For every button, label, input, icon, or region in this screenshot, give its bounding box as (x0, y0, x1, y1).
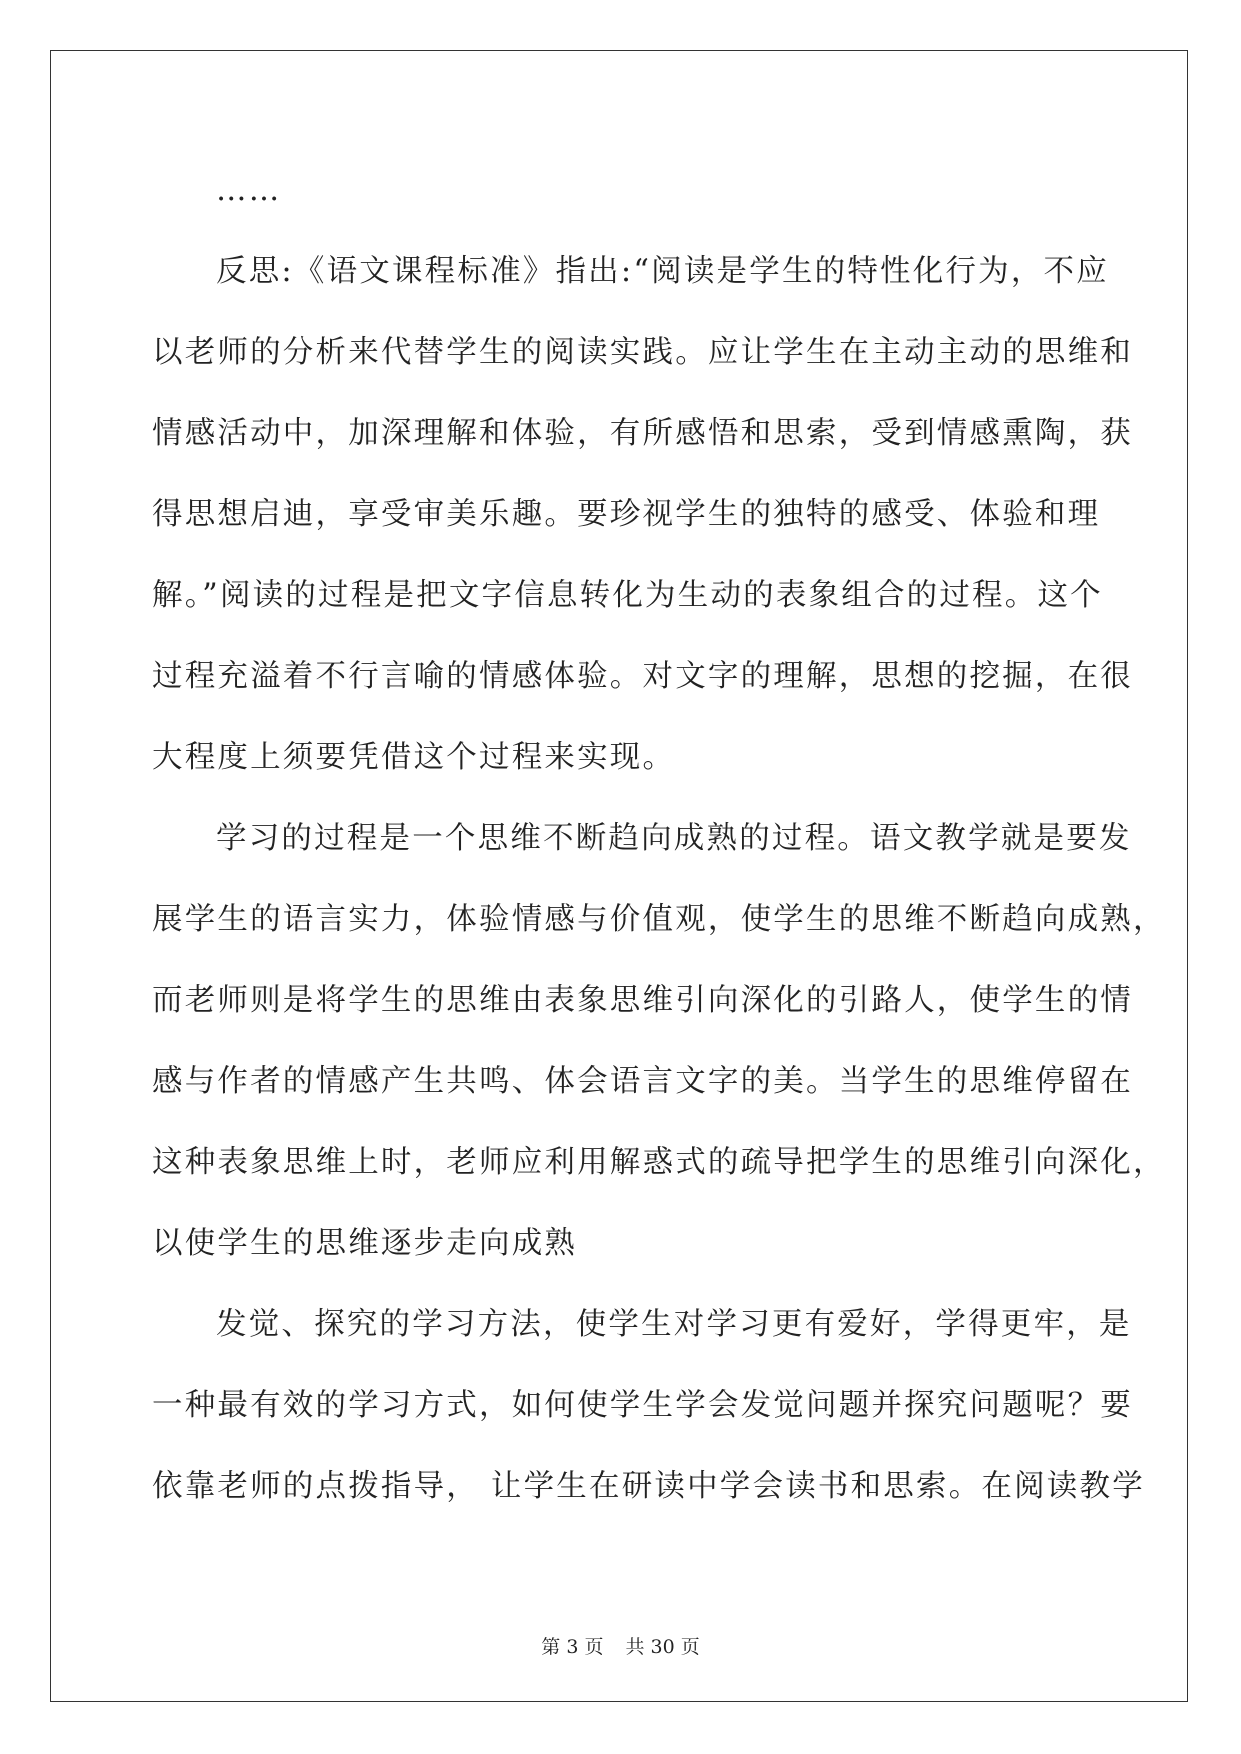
paragraph-line: 学习的过程是一个思维不断趋向成熟的过程。语文教学就是要发 (216, 821, 1132, 856)
paragraph-line: 大程度上须要凭借这个过程来实现。 (152, 740, 676, 775)
paragraph-line: 这种表象思维上时，老师应利用解惑式的疏导把学生的思维引向深化， (152, 1145, 1166, 1180)
ellipsis-line: …… (216, 173, 282, 208)
paragraph-line: 感与作者的情感产生共鸣、体会语言文字的美。当学生的思维停留在 (152, 1064, 1133, 1099)
paragraph-line: 解。”阅读的过程是把文字信息转化为生动的表象组合的过程。这个 (152, 578, 1103, 613)
document-body (152, 150, 1166, 1527)
paragraph-line: 而老师则是将学生的思维由表象思维引向深化的引路人，使学生的情 (152, 983, 1133, 1018)
page-footer (0, 1632, 1241, 1659)
paragraph-line: 以使学生的思维逐步走向成熟 (152, 1226, 578, 1261)
page-number: 第 3 页 (541, 1636, 604, 1658)
paragraph-line: 发觉、探究的学习方法，使学生对学习更有爱好，学得更牢，是 (216, 1307, 1132, 1342)
paragraph-line: 过程充溢着不行言喻的情感体验。对文字的理解，思想的挖掘，在很 (152, 659, 1133, 694)
paragraph-line: 依靠老师的点拨指导， 让学生在研读中学会读书和思索。在阅读教学 (152, 1469, 1145, 1504)
paragraph-line: 一种最有效的学习方式，如何使学生学会发觉问题并探究问题呢？要 (152, 1388, 1133, 1423)
paragraph-line: 展学生的语言实力，体验情感与价值观，使学生的思维不断趋向成熟， (152, 902, 1166, 937)
paragraph-line: 情感活动中，加深理解和体验，有所感悟和思索，受到情感熏陶，获 (152, 416, 1133, 451)
paragraph-line: 得思想启迪，享受审美乐趣。要珍视学生的独特的感受、体验和理 (152, 497, 1101, 532)
paragraph-line: 以老师的分析来代替学生的阅读实践。应让学生在主动主动的思维和 (152, 335, 1133, 370)
paragraph-line: 反思:《语文课程标准》指出:“阅读是学生的特性化行为，不应 (216, 254, 1109, 289)
page-total: 共 30 页 (625, 1636, 700, 1658)
